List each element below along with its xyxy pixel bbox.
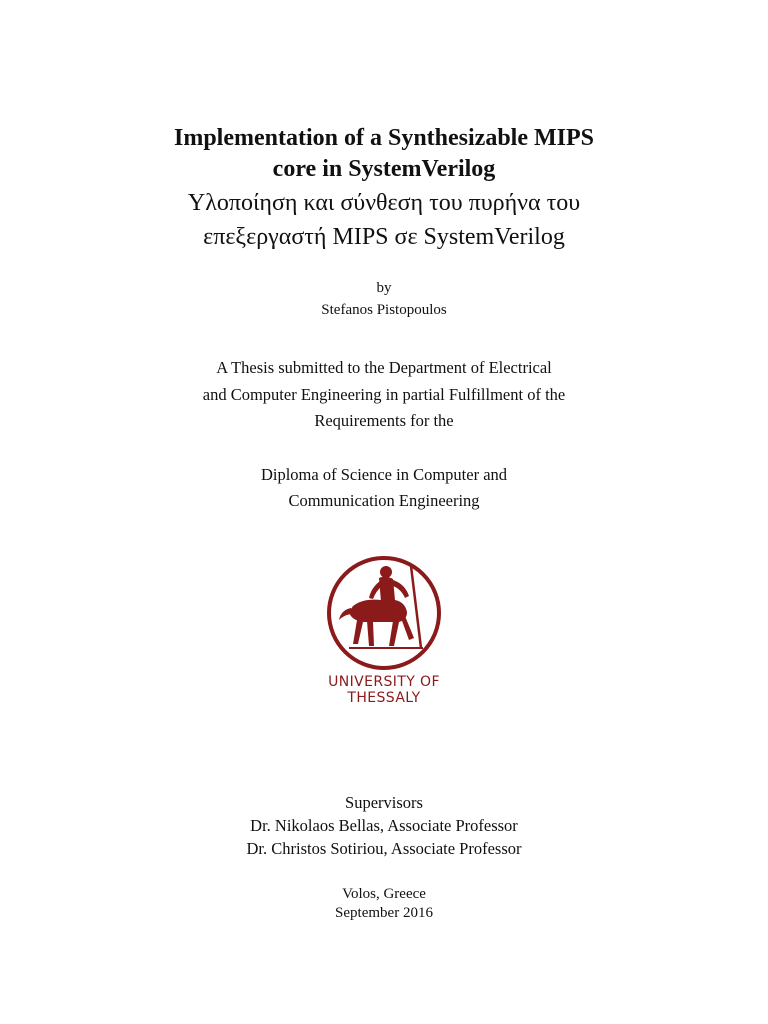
title-greek-line-1: Υλοποίηση και σύνθεση του πυρήνα του [187, 190, 581, 216]
title-english-line-2: core in SystemVerilog [272, 156, 496, 182]
logo-text-line-2: THESSALY [347, 690, 421, 706]
author-name: Stefanos Pistopoulos [321, 302, 447, 318]
location: Volos, Greece [342, 886, 426, 902]
supervisor-1: Dr. Nikolaos Bellas, Associate Professor [250, 816, 518, 835]
title-english-line-1: Implementation of a Synthesizable MIPS [174, 125, 594, 151]
supervisor-2: Dr. Christos Sotiriou, Associate Professor [246, 839, 522, 858]
submission-line-1: A Thesis submitted to the Department of Electrical [216, 358, 552, 377]
by-label: by [376, 280, 392, 296]
submission-line-2: and Computer Engineering in partial Fulfillment of the [202, 385, 566, 404]
degree-line-2: Communication Engineering [288, 491, 480, 510]
title-greek-line-2: επεξεργαστή MIPS σε SystemVerilog [203, 224, 565, 250]
submission-line-3: Requirements for the [314, 411, 454, 430]
logo-text-line-1: UNIVERSITY OF [328, 674, 440, 690]
supervisors-heading: Supervisors [345, 793, 423, 812]
centaur-emblem-icon [323, 556, 445, 676]
degree-line-1: Diploma of Science in Computer and [260, 465, 508, 484]
date: September 2016 [335, 905, 433, 921]
